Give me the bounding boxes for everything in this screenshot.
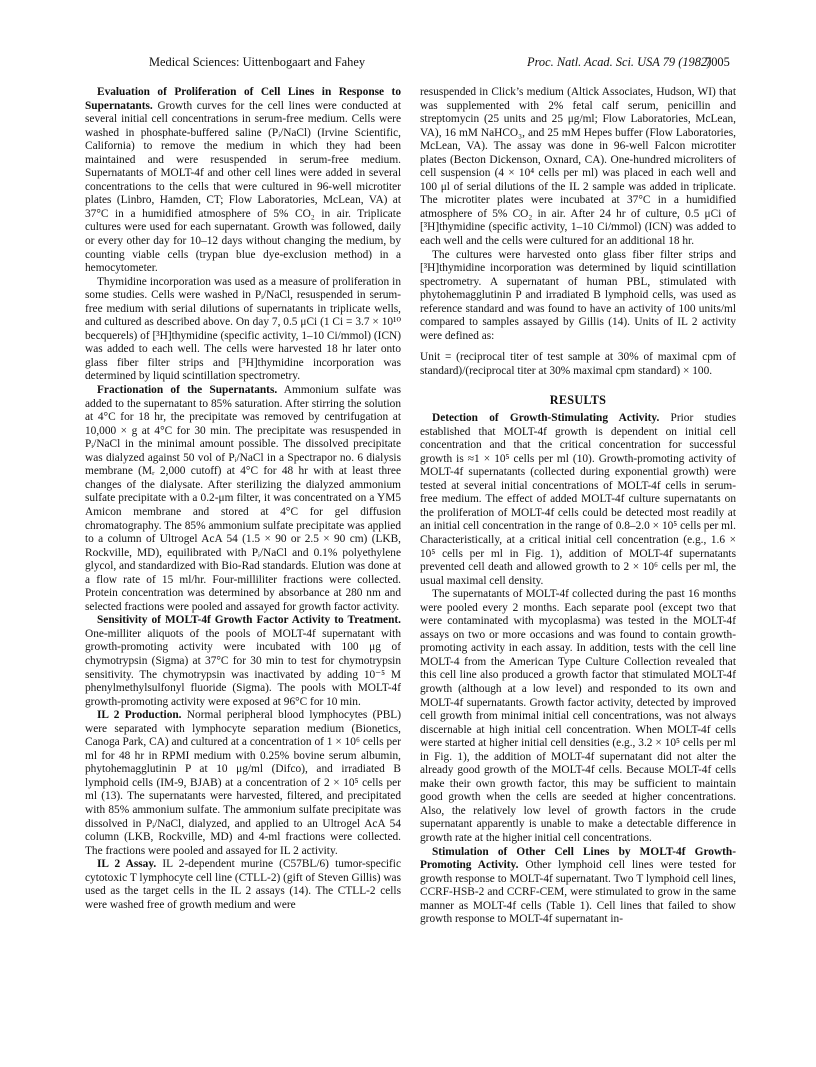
paragraph-harvest: The cultures were harvested onto glass fiber filter strips and [³H]thymidine incorporation was determined by liquid scintillation spectrometry. A supernatant of human PBL, stimulated with phytohemagglutinin P and irradiated B lymphoid cells, was used as reference standard and was found to have an activity of 100 units/ml compared to samples assayed by Gillis (14). Units of IL 2 activity were defined as:: [420, 248, 736, 342]
paragraph-text: Growth curves for the cell lines were conducted at several initial cell concentrations in serum-free medium. Cells were washed in phosphate-buffered saline (Pᵢ/NaCl) (Irvine Scientific, California) to remove the medium in which they had been maintained and were resuspended in serum-free medium. Supernatants of MOLT-4f and other cell lines were added in several concentrations to the cells that were cultured in 96-well microtiter plates (Linbro, Hamden, CT; Flow Laboratories, McLean, VA) at 37°C in a humidified atmosphere of 5% CO₂ in air. Triplicate cultures were used for each supernatant. Growth was followed, daily or every other day for 10–12 days without changing the medium, by counting viable cells (trypan blue dye-exclusion method) in a hemocytometer.: [85, 99, 401, 275]
paragraph-il2-assay: [85, 858, 401, 912]
paragraph-text: The supernatants of MOLT-4f collected during the past 16 months were pooled every 2 months. Each separate pool (except two that were contaminated with mycoplasma) was tested in the MOLT-4f assays on two or more occasions and was found to contain growth-promoting activity in each assay. In addition, tests with the cell line MOLT-4 from the American Type Culture Collection revealed that this cell line also produced a growth factor that stimulated MOLT-4f growth (although at a low level) and responded to its own and MOLT-4f supernatants. Growth factor activity, detected by improved cell growth from minimal initial cell concentrations, was not always discernable at high initial cell concentration. When MOLT-4f cells were started at higher initial cell densities (e.g., 3.2 × 10⁵ cells per ml in Fig. 1), the addition of MOLT-4f supernatant did not alter the already good growth of the MOLT-4f cells. Because MOLT-4f cells make their own growth factor, this may be sufficient to maintain good growth when the cells are seeded at higher concentrations. Also, the relatively low level of growth factors in the crude supernatant apparently is unable to make a detectable difference in growth rate at the higher initial cell concentrations.: [420, 588, 736, 844]
paragraph-text: One-milliter aliquots of the pools of MOLT-4f supernatant with growth-promoting activity were incubated with 100 μg of chymotrypsin (Sigma) at 37°C for 30 min to test for chymotrypsin sensitivity. The chymotrypsin was inactivated by adding 10⁻⁵ M phenylmethylsulfonyl fluoride (Sigma). The pools with MOLT-4f growth-promoting activity were exposed at 96°C for 10 min.: [85, 627, 401, 708]
paragraph-text: Ammonium sulfate was added to the supernatant to 85% saturation. After stirring the solution at 4°C for 18 hr, the precipitate was removed by centrifugation at 10,000 × g at 4°C for 30 min. The precipitate was resuspended in Pᵢ/NaCl in the minimal amount possible. The dissolved precipitate was dialyzed against 50 vol of Pᵢ/NaCl in a Spectrapor no. 6 dialysis membrane (Mᵣ 2,000 cutoff) at 4°C for 48 hr with at least three changes of the dialysate. After sterilizing the dialyzed ammonium sulfate precipitate with a 0.2-μm filter, it was concentrated on a YM5 Amicon membrane and stored at 4°C for gel diffusion chromatography. The 85% ammonium sulfate precipitate was applied to a column of Ultrogel AcA 54 (1.5 × 90 or 2.5 × 90 cm) (LKB, Rockville, MD), equilibrated with Pᵢ/NaCl and 0.1% polyethylene glycol, and standardized with Bio-Rad standards. Elution was done at a flow rate of 15 ml/hr. Four-milliliter fractions were collected. Protein concentration was determined by absorbance at 280 nm and selected fractions were pooled and assayed for growth factor activity.: [85, 384, 401, 613]
paragraph-text: Other lymphoid cell lines were tested for growth response to MOLT-4f supernatant. Two T lymphoid cell lines, CCRF-HSB-2 and CCRF-CEM, were stimulated to grow in the same manner as MOLT-4f cells (Table 1). Cell lines that failed to show growth response to MOLT-4f supernatant in-: [420, 859, 736, 926]
paragraph-fractionation: [85, 384, 401, 614]
paragraph-heading: Sensitivity of MOLT-4f Growth Factor Activity to Treatment.: [97, 614, 401, 627]
unit-equation: Unit = (reciprocal titer of test sample at 30% of maximal cpm of standard)/(reciprocal titer at 30% maximal cpm standard) × 100.: [420, 351, 736, 377]
page-number: 7005: [705, 55, 730, 69]
right-column: [420, 86, 736, 927]
running-header-authors: Medical Sciences: Uittenbogaart and Fahey: [149, 55, 366, 69]
paragraph-text: Normal peripheral blood lymphocytes (PBL) were separated with lymphocyte separation medium (Bionetics, Canoga Park, CA) and cultured at a concentration of 1 × 10⁶ cells per ml for 48 hr in RPMI medium with 0.25% bovine serum albumin, phytohemagglutinin P at 10 μg/ml (Difco), and irradiated B lymphoid cells (IM-9, BJAB) at a concentration of 2 × 10⁵ cells per ml (13). The supernatants were harvested, filtered, and precipitated with 85% ammonium sulfate. The ammonium sulfate precipitate was dissolved in Pᵢ/NaCl, dialyzed, and applied to an Ultrogel AcA 54 column (LKB, Rockville, MD) and 4-ml fractions were collected. The fractions were pooled and assayed for IL 2 activity.: [85, 709, 401, 857]
paragraph-proliferation: [85, 86, 401, 276]
paragraph-text: IL 2-dependent murine (C57BL/6) tumor-specific cytotoxic T lymphocyte cell line (CTLL-2) (gift of Steven Gillis) was used as the target cells in the IL 2 assays (14). The CTLL-2 cells were washed free of growth medium and were: [85, 858, 401, 911]
paragraph-text: Thymidine incorporation was used as a measure of proliferation in some studies. Cells were washed in Pᵢ/NaCl, resuspended in serum-free medium with serial dilutions of supernatants in triplicate wells, and cultured as described above. On day 7, 0.5 μCi (1 Ci = 3.7 × 10¹⁰ becquerels) of [³H]thymidine (specific activity, 1–10 Ci/mmol) (ICN) was added to each well. The cells were harvested 18 hr later onto glass fiber filter strips and [³H]thymidine incorporation was determined by liquid scintillation spectrometry.: [85, 275, 401, 383]
paragraph-supernatants: [420, 588, 736, 845]
paragraph-heading: Stimulation of Other Cell Lines by MOLT-4f Growth-Promoting Activity.: [420, 845, 736, 872]
paragraph-stimulation: [420, 846, 736, 927]
paragraph-heading: IL 2 Production.: [97, 709, 182, 722]
paragraph-continued: resuspended in Click’s medium (Altick Associates, Hudson, WI) that was supplemented with 2% fetal calf serum, penicillin and streptomycin (25 units and 25 μg/ml; Flow Laboratories, McLean, VA), 16 mM NaHCO₃, and 25 mM Hepes buffer (Flow Laboratories, McLean, VA). The assay was done in 96-well Falcon microtiter plates (Becton Dickenson, Oxnard, CA). One-hundred microliters of cell suspension (4 × 10⁴ cells per ml) was placed in each well and 100 μl of serial dilutions of the IL 2 sample was added in triplicate. The microtiter plates were incubated at 37°C in a humidified atmosphere of 5% CO₂ in air. After 24 hr of culture, 0.5 μCi of [³H]thymidine (specific activity, 1–10 Ci/mmol) (ICN) was added to each well and the cells were cultured for an additional 18 hr.: [420, 86, 736, 248]
paragraph-il2-production: [85, 709, 401, 858]
paragraph-heading: Fractionation of the Supernatants.: [97, 384, 278, 397]
left-column: [85, 86, 401, 912]
paragraph-detection: [420, 412, 736, 588]
paragraph-heading: IL 2 Assay.: [97, 858, 157, 871]
paragraph-thymidine: [85, 276, 401, 384]
paragraph-text: Prior studies established that MOLT-4f growth is dependent on initial cell concentration and that the critical concentration for successful growth is ≈1 × 10⁵ cells per ml (10). Growth-promoting activity of MOLT-4f supernatants (collected during exponential growth) were tested at several initial concentrations of MOLT-4f cells in serum-free medium. The effect of added MOLT-4f culture supernatants on the proliferation of MOLT-4f cells could be detected most readily at an initial cell concentration in the range of 0.8–2.0 × 10⁵ cells per ml. Characteristically, at a critical initial cell concentration (e.g., 1.6 × 10⁵ cells per ml in Fig. 1), addition of MOLT-4f supernatants prevented cell death and allowed growth to 2 × 10⁶ cells per ml, the usual maximal cell density.: [420, 412, 736, 587]
paragraph-heading: Detection of Growth-Stimulating Activity.: [432, 412, 660, 425]
running-header-journal: Proc. Natl. Acad. Sci. USA 79 (1982): [527, 55, 712, 69]
paragraph-heading: Evaluation of Proliferation of Cell Lines in Response to Supernatants.: [85, 86, 401, 112]
paragraph-sensitivity: [85, 614, 401, 709]
section-title-results: RESULTS: [549, 393, 607, 408]
